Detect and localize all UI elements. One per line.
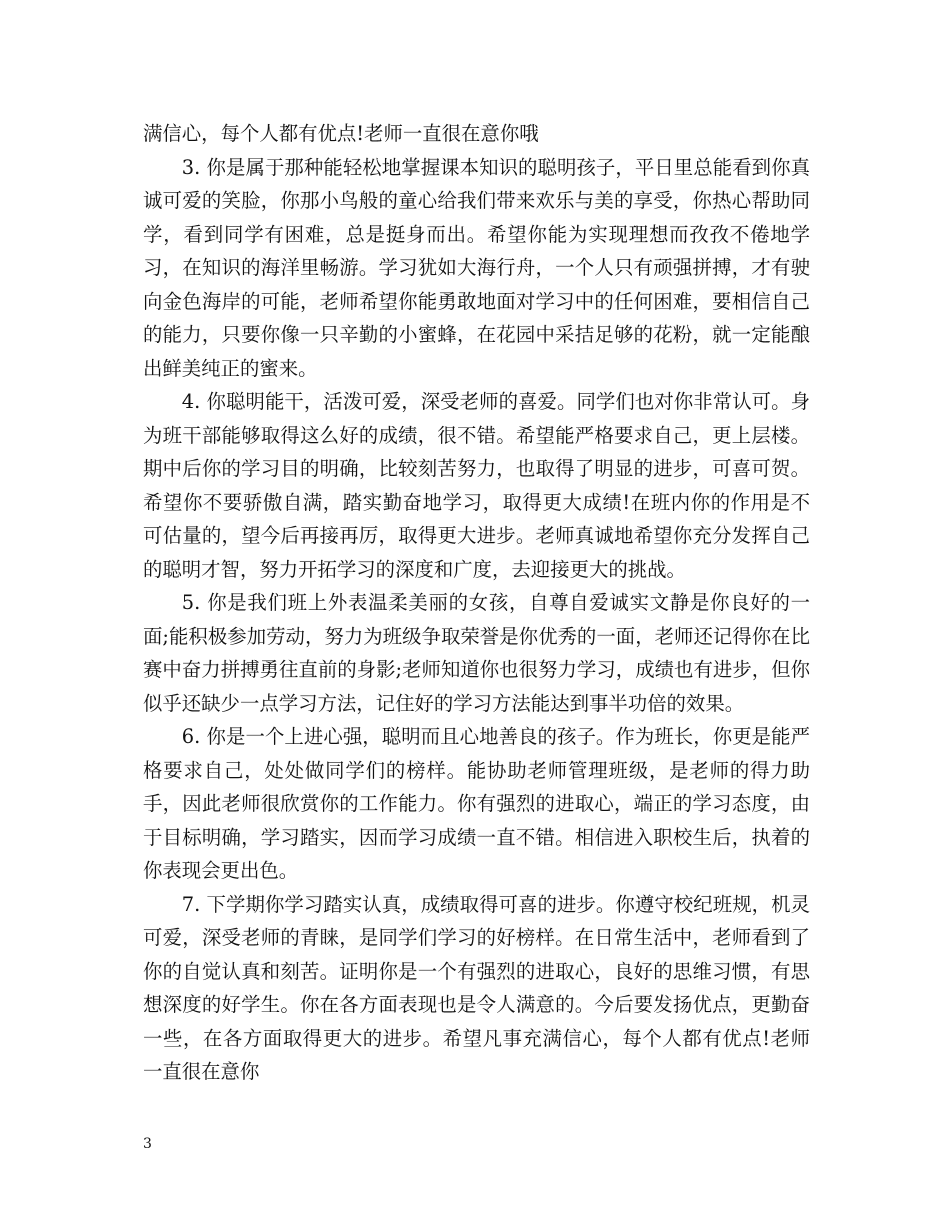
paragraph-continuation: 满信心，每个人都有优点!老师一直很在意你哦 [143, 122, 539, 145]
paragraph-item-4: 4. 你聪明能干，活泼可爱，深受老师的喜爱。同学们也对你非常认可。身为班干部能够取得这么好的成绩，很不错。希望能严格要求自己，更上层楼。期中后你的学习目的明确，比较刻苦努力，也取得了明显的进步，可喜可贺。希望你不要骄傲自满，踏实勤奋地学习，取得更大成绩!在班内你的作用是不可估量的，望今后再接再厉，取得更大进步。老师真诚地希望你充分发挥自己的聪明才智，努力开拓学习的深度和广度，去迎接更大的挑战。 [143, 390, 810, 581]
paragraph-item-6: 6. 你是一个上进心强，聪明而且心地善良的孩子。作为班长，你更是能严格要求自己，处处做同学们的榜样。能协助老师管理班级，是老师的得力助手，因此老师很欣赏你的工作能力。你有强烈的进取心，端正的学习态度，由于目标明确，学习踏实，因而学习成绩一直不错。相信进入职校生后，执着的你表现会更出色。 [143, 725, 810, 882]
paragraph-item-3: 3. 你是属于那种能轻松地掌握课本知识的聪明孩子，平日里总能看到你真诚可爱的笑脸，你那小鸟般的童心给我们带来欢乐与美的享受，你热心帮助同学，看到同学有困难，总是挺身而出。希望你能为实现理想而孜孜不倦地学习，在知识的海洋里畅游。学习犹如大海行舟，一个人只有顽强拼搏，才有驶向金色海岸的可能，老师希望你能勇敢地面对学习中的任何困难，要相信自己的能力，只要你像一只辛勤的小蜜蜂，在花园中采拮足够的花粉，就一定能酿出鲜美纯正的蜜来。 [143, 155, 810, 380]
paragraph-item-7: 7. 下学期你学习踏实认真，成绩取得可喜的进步。你遵守校纪班规，机灵可爱，深受老师的青睐，是同学们学习的好榜样。在日常生活中，老师看到了你的自觉认真和刻苦。证明你是一个有强烈的进取心，良好的思维习惯，有思想深度的好学生。你在各方面表现也是令人满意的。今后要发扬优点，更勤奋一些，在各方面取得更大的进步。希望凡事充满信心，每个人都有优点!老师一直很在意你 [143, 892, 810, 1083]
page-number: 3 [143, 1136, 152, 1152]
document-body [143, 117, 810, 1089]
paragraph-item-5: 5. 你是我们班上外表温柔美丽的女孩，自尊自爱诚实文静是你良好的一面;能积极参加劳动，努力为班级争取荣誉是你优秀的一面，老师还记得你在比赛中奋力拼搏勇往直前的身影;老师知道你也很努力学习，成绩也有进步，但你似乎还缺少一点学习方法，记住好的学习方法能达到事半功倍的效果。 [143, 591, 810, 715]
